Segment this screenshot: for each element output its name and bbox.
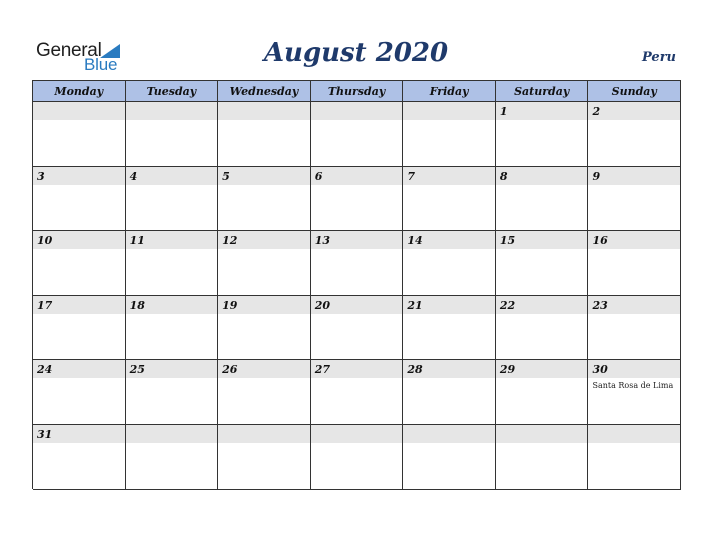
day-number: 5 bbox=[222, 169, 230, 183]
day-number: 19 bbox=[222, 298, 238, 312]
day-cell bbox=[218, 231, 311, 296]
day-number: 1 bbox=[499, 105, 508, 118]
day-number: 22 bbox=[499, 298, 516, 312]
day-cell-band bbox=[403, 167, 495, 185]
day-cell bbox=[496, 167, 589, 232]
calendar-week-row bbox=[33, 231, 681, 296]
day-number: 21 bbox=[407, 298, 423, 312]
day-number: 13 bbox=[314, 234, 331, 248]
calendar-title: August 2020 bbox=[263, 38, 449, 68]
day-cell bbox=[218, 296, 311, 361]
brand-blue-text: Blue bbox=[84, 55, 118, 74]
day-number: 23 bbox=[592, 298, 608, 312]
day-cell bbox=[588, 296, 681, 361]
day-number: 17 bbox=[37, 298, 53, 312]
day-cell bbox=[403, 167, 496, 232]
day-cell bbox=[403, 360, 496, 425]
brand-general-text: General bbox=[36, 40, 102, 61]
day-cell bbox=[218, 425, 311, 490]
day-number: 12 bbox=[222, 234, 238, 248]
day-cell bbox=[218, 360, 311, 425]
day-cell bbox=[33, 360, 126, 425]
day-cell-band bbox=[311, 167, 403, 185]
day-cell bbox=[33, 296, 126, 361]
day-number: 4 bbox=[129, 169, 138, 183]
day-cell-band bbox=[218, 425, 310, 443]
day-cell-band bbox=[218, 102, 310, 120]
weekday-friday: Friday bbox=[403, 81, 496, 102]
day-cell-band bbox=[588, 425, 680, 443]
weekday-saturday: Saturday bbox=[496, 81, 589, 102]
day-cell bbox=[311, 360, 404, 425]
day-cell bbox=[126, 360, 219, 425]
day-cell bbox=[126, 296, 219, 361]
day-cell bbox=[588, 425, 681, 490]
day-cell bbox=[588, 231, 681, 296]
day-cell-band bbox=[403, 425, 495, 443]
day-cell bbox=[126, 425, 219, 490]
day-cell-band bbox=[311, 102, 403, 120]
day-number: 18 bbox=[129, 298, 145, 312]
country-label: Peru bbox=[642, 50, 676, 65]
day-cell-band bbox=[588, 102, 680, 120]
weekday-header bbox=[33, 81, 681, 102]
day-cell-band bbox=[126, 102, 218, 120]
day-cell bbox=[311, 425, 404, 490]
day-cell bbox=[496, 360, 589, 425]
day-cell bbox=[218, 102, 311, 167]
calendar-week-row bbox=[33, 360, 681, 425]
calendar-week-row bbox=[33, 102, 681, 167]
weekday-sunday: Sunday bbox=[588, 81, 681, 102]
day-cell-band bbox=[496, 425, 588, 443]
day-cell bbox=[126, 231, 219, 296]
day-cell-band bbox=[33, 102, 125, 120]
day-number: 7 bbox=[407, 169, 415, 183]
day-number: 28 bbox=[407, 363, 423, 377]
day-cell bbox=[496, 296, 589, 361]
day-cell-band bbox=[588, 167, 680, 185]
weekday-monday: Monday bbox=[33, 81, 126, 102]
calendar-weeks bbox=[33, 102, 681, 490]
day-number: 10 bbox=[37, 234, 53, 248]
day-cell-band bbox=[496, 167, 588, 185]
calendar-week-row bbox=[33, 296, 681, 361]
day-cell bbox=[496, 102, 589, 167]
day-number: 3 bbox=[37, 169, 45, 183]
day-number: 31 bbox=[37, 427, 53, 441]
day-number: 6 bbox=[314, 169, 323, 183]
day-cell bbox=[588, 167, 681, 232]
day-number: 26 bbox=[222, 363, 238, 377]
day-number: 8 bbox=[499, 169, 508, 183]
day-number: 2 bbox=[592, 105, 601, 118]
weekday-wednesday: Wednesday bbox=[218, 81, 311, 102]
day-number: 30 bbox=[592, 363, 608, 377]
day-number: 25 bbox=[129, 363, 145, 377]
day-cell-band bbox=[496, 102, 588, 120]
day-number: 11 bbox=[129, 234, 145, 248]
day-cell bbox=[588, 102, 681, 167]
day-cell bbox=[311, 167, 404, 232]
day-cell bbox=[311, 296, 404, 361]
day-number: 15 bbox=[499, 234, 516, 248]
day-cell bbox=[33, 167, 126, 232]
day-cell bbox=[126, 102, 219, 167]
day-cell bbox=[403, 102, 496, 167]
day-cell bbox=[218, 167, 311, 232]
day-cell bbox=[403, 425, 496, 490]
day-cell bbox=[588, 360, 681, 425]
day-cell-band bbox=[126, 167, 218, 185]
calendar-week-row bbox=[33, 425, 681, 490]
calendar-grid bbox=[32, 80, 681, 489]
day-cell bbox=[311, 102, 404, 167]
day-cell bbox=[311, 231, 404, 296]
weekday-thursday: Thursday bbox=[311, 81, 404, 102]
calendar-week-row bbox=[33, 167, 681, 232]
day-number: 24 bbox=[37, 363, 53, 377]
day-cell bbox=[496, 231, 589, 296]
day-cell-band bbox=[403, 102, 495, 120]
day-cell bbox=[33, 231, 126, 296]
day-number: 29 bbox=[499, 363, 516, 377]
day-number: 27 bbox=[314, 363, 331, 377]
day-cell bbox=[126, 167, 219, 232]
day-cell bbox=[403, 231, 496, 296]
day-cell-band bbox=[311, 425, 403, 443]
day-number: 20 bbox=[314, 298, 331, 312]
day-cell bbox=[33, 425, 126, 490]
day-cell bbox=[496, 425, 589, 490]
day-cell-band bbox=[33, 167, 125, 185]
weekday-tuesday: Tuesday bbox=[126, 81, 219, 102]
day-number: 16 bbox=[592, 234, 608, 248]
holiday-label: Santa Rosa de Lima bbox=[592, 381, 674, 391]
day-cell-band bbox=[126, 425, 218, 443]
day-number: 14 bbox=[407, 234, 423, 248]
day-number: 9 bbox=[592, 169, 601, 183]
day-cell bbox=[33, 102, 126, 167]
day-cell-band bbox=[218, 167, 310, 185]
day-cell bbox=[403, 296, 496, 361]
